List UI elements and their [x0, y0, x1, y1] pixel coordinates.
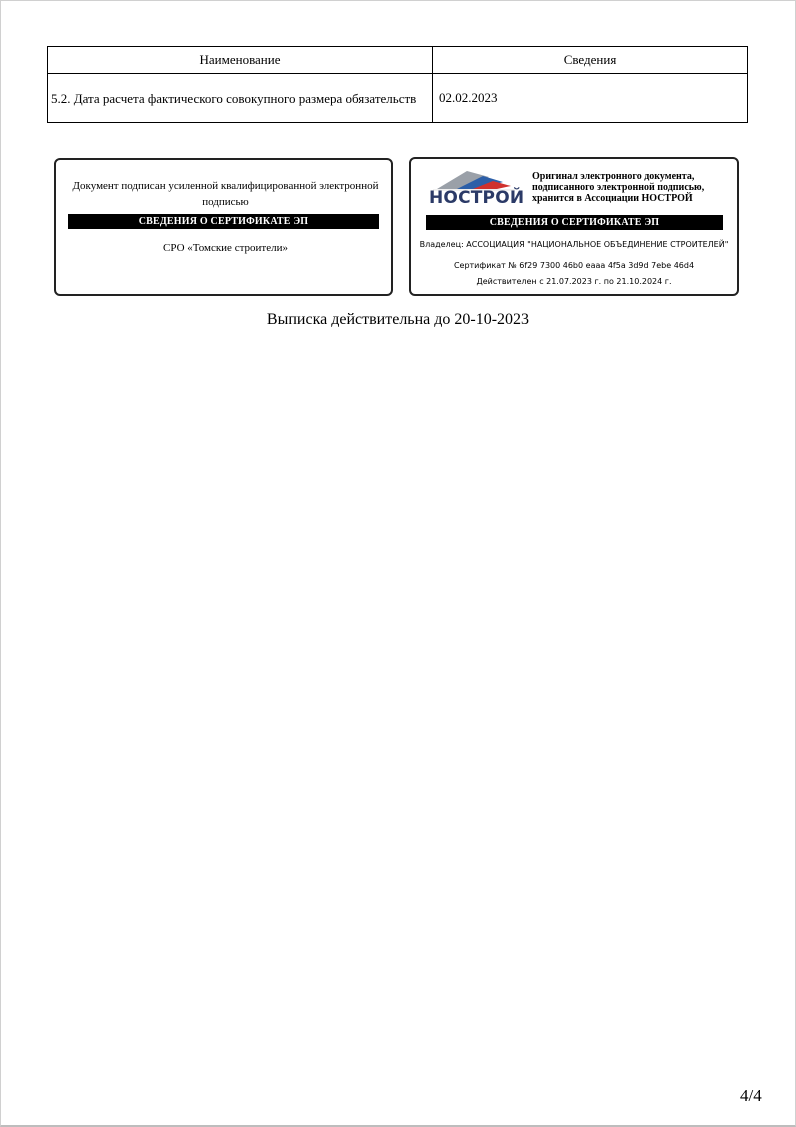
page-number: 4/4	[740, 1086, 762, 1105]
cert-header-bar: СВЕДЕНИЯ О СЕРТИФИКАТЕ ЭП	[426, 215, 723, 230]
nostroy-logo-text: НОСТРОЙ	[429, 188, 525, 208]
table-row	[48, 74, 748, 123]
signed-text: Документ подписан усиленной квалифицированной электронной подписью	[72, 180, 379, 208]
row-name: 5.2. Дата расчета фактического совокупного размера обязательств	[48, 74, 433, 123]
cert-header-bar: СВЕДЕНИЯ О СЕРТИФИКАТЕ ЭП	[68, 214, 379, 229]
nostroy-logo	[427, 167, 525, 209]
signature-stamp-nostroy	[409, 157, 739, 296]
table-header-row	[48, 47, 748, 74]
header-name: Наименование	[48, 47, 433, 74]
signature-stamp-sro	[54, 158, 393, 296]
cert-validity: Действителен с 21.07.2023 г. по 21.10.2024 г.	[476, 277, 672, 286]
original-storage-text: Оригинал электронного документа, подписанного электронной подписью, хранится в Ассоциации НОСТРОЙ	[532, 171, 705, 204]
info-table	[47, 46, 748, 123]
header-value: Сведения	[433, 47, 748, 74]
row-value: 02.02.2023	[433, 74, 748, 123]
cert-owner: Владелец: АССОЦИАЦИЯ "НАЦИОНАЛЬНОЕ ОБЪЕДИНЕНИЕ СТРОИТЕЛЕЙ"	[419, 240, 729, 249]
cert-number: Сертификат № 6f29 7300 46b0 eaaa 4f5a 3d9d 7ebe 46d4	[453, 261, 695, 270]
extract-validity: Выписка действительна до 20-10-2023	[266, 311, 530, 328]
sro-organization: СРО «Томские строители»	[163, 242, 288, 254]
